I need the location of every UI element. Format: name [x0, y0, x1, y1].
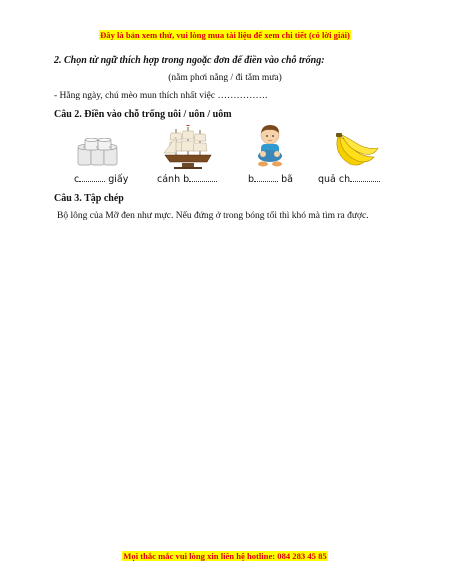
question-1-title: 2. Chọn từ ngữ thích hợp trong ngoặc đơn để điền vào chỗ trống:	[54, 55, 325, 66]
fill-blank-slot[interactable]	[189, 172, 217, 182]
fill-blank-slot[interactable]	[79, 172, 105, 182]
fill-blank-slot[interactable]	[254, 172, 278, 182]
fill-blank-prefix: quả ch	[318, 174, 351, 185]
fill-blank-prefix: cánh b	[157, 174, 190, 185]
preview-banner-text: Đây là bản xem thử, vui lòng mua tài liệu để xem chi tiết (có lời giải)	[100, 30, 350, 40]
toilet-paper-icon	[76, 138, 122, 168]
fill-blank-slot[interactable]	[350, 172, 380, 182]
question-1-options: (nằm phơi nắng / đi tắm mưa)	[168, 73, 282, 83]
fill-blank-item-2	[157, 172, 217, 185]
preview-banner	[0, 25, 450, 43]
hotline-footer-text: Mọi thắc mắc vui lòng xin liên hệ hotline: 084 283 45 85	[123, 551, 327, 561]
bananas-icon	[330, 132, 380, 168]
fill-blank-item-3	[248, 172, 293, 185]
sailboat-icon	[162, 125, 214, 169]
hotline-footer	[0, 546, 450, 564]
fill-blank-suffix: bã	[281, 174, 293, 185]
fill-blank-suffix: giấy	[108, 174, 129, 185]
fill-blank-item-1	[74, 172, 128, 185]
question-3-title: Câu 3. Tập chép	[54, 193, 124, 204]
question-1-sentence: - Hằng ngày, chú mèo mun thích nhất việc …………….	[54, 91, 268, 101]
fill-blank-prefix: c	[74, 174, 80, 185]
fill-blank-item-4	[318, 172, 380, 185]
question-2-title: Câu 2. Điền vào chỗ trống uôi / uôn / uôm	[54, 109, 232, 120]
boy-icon	[254, 124, 286, 168]
dictation-text: Bộ lông của Mỡ đen như mực. Nếu đứng ở trong bóng tối thì khó mà tìm ra được.	[57, 211, 369, 221]
fill-blank-prefix: b	[248, 174, 255, 185]
